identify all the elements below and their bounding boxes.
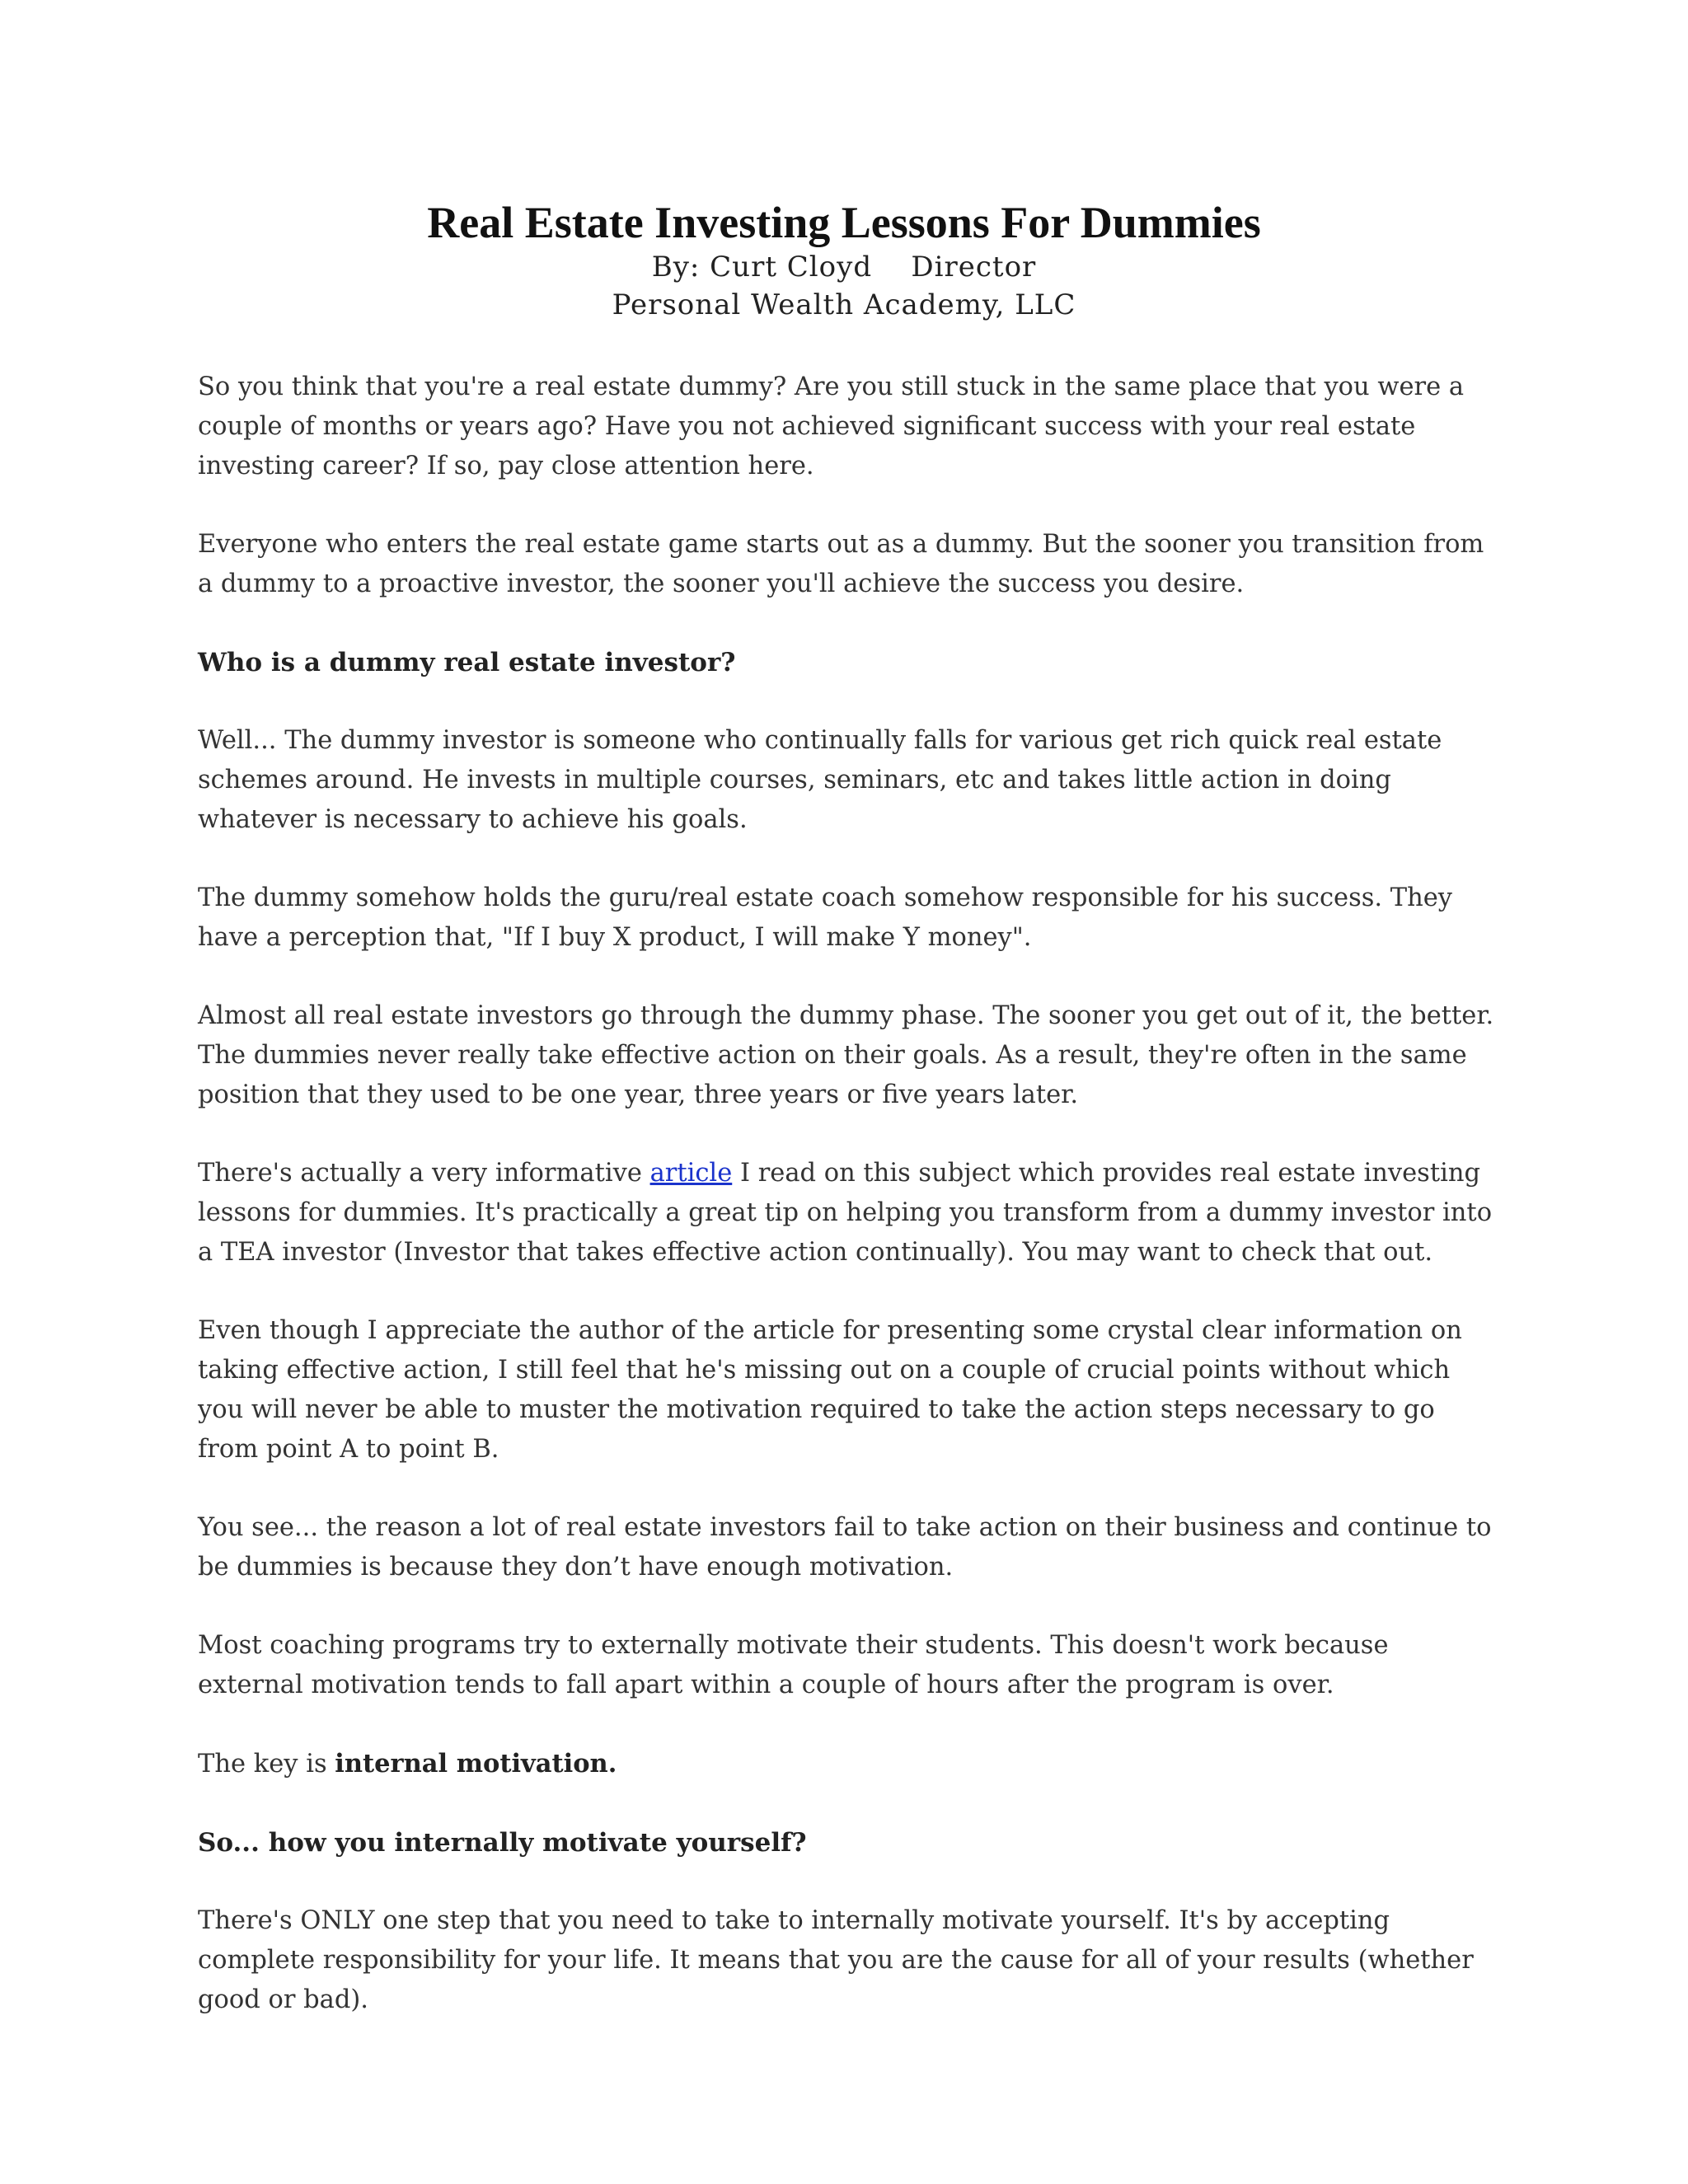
paragraph-text: I read on this subject which provides real estate investing lessons for dummies. It's practically a great tip on helping you transform from a dummy investor into a TEA investor (Investor that takes effective action continually). You may want to check that out. bbox=[198, 1159, 1493, 1267]
paragraph-intro: So you think that you're a real estate dummy? Are you still stuck in the same place that you were a couple of months or years ago? Have you not achieved significant success with your real estate investing career? If so, pay close attention here. bbox=[198, 373, 1465, 480]
paragraph: Even though I appreciate the author of the article for presenting some crystal clear information on taking effective action, I still feel that he's missing out on a couple of crucial points without which you will never be able to muster the motivation required to take the action steps necessary to go from point A to point B. bbox=[198, 1316, 1462, 1464]
paragraph: The dummy somehow holds the guru/real estate coach somehow responsible for his success. They have a perception that, "If I buy X product, I will make Y money". bbox=[198, 883, 1453, 952]
paragraph-key bbox=[198, 1744, 1500, 1784]
paragraph: There's ONLY one step that you need to take to internally motivate yourself. It's by accepting complete responsibility for your life. It means that you are the cause for all of your results (whether good or bad). bbox=[198, 1906, 1474, 2014]
section-heading-internal-motivation: So... how you internally motivate yourself? bbox=[198, 1828, 807, 1858]
author-organization: Personal Wealth Academy, LLC bbox=[612, 288, 1076, 321]
paragraph: Almost all real estate investors go through the dummy phase. The sooner you get out of it, the better. The dummies never really take effective action on their goals. As a result, they're often in the same position that they used to be one year, three years or five years later. bbox=[198, 1001, 1494, 1109]
emphasis-internal-motivation: internal motivation. bbox=[335, 1749, 617, 1779]
paragraph: Everyone who enters the real estate game starts out as a dummy. But the sooner you transition from a dummy to a proactive investor, the sooner you'll achieve the success you desire. bbox=[198, 530, 1484, 598]
paragraph: Well... The dummy investor is someone who continually falls for various get rich quick real estate schemes around. He invests in multiple courses, seminars, etc and takes little action in doing whatever is necessary to achieve his goals. bbox=[198, 726, 1442, 834]
author-byline: By: Curt Cloyd Director bbox=[651, 251, 1037, 284]
document-title: Real Estate Investing Lessons For Dummies bbox=[427, 198, 1261, 247]
paragraph: You see... the reason a lot of real estate investors fail to take action on their business and continue to be dummies is because they don’t have enough motivation. bbox=[198, 1513, 1492, 1582]
paragraph-text: There's actually a very informative bbox=[198, 1159, 650, 1188]
paragraph-text: The key is bbox=[198, 1750, 335, 1779]
section-heading-dummy-investor: Who is a dummy real estate investor? bbox=[198, 648, 736, 677]
article-body bbox=[198, 368, 1500, 2059]
paragraph: Most coaching programs try to externally motivate their students. This doesn't work because external motivation tends to fall apart within a couple of hours after the program is over. bbox=[198, 1631, 1389, 1699]
article-link[interactable]: article bbox=[649, 1159, 733, 1188]
paragraph-with-link bbox=[198, 1154, 1500, 1272]
